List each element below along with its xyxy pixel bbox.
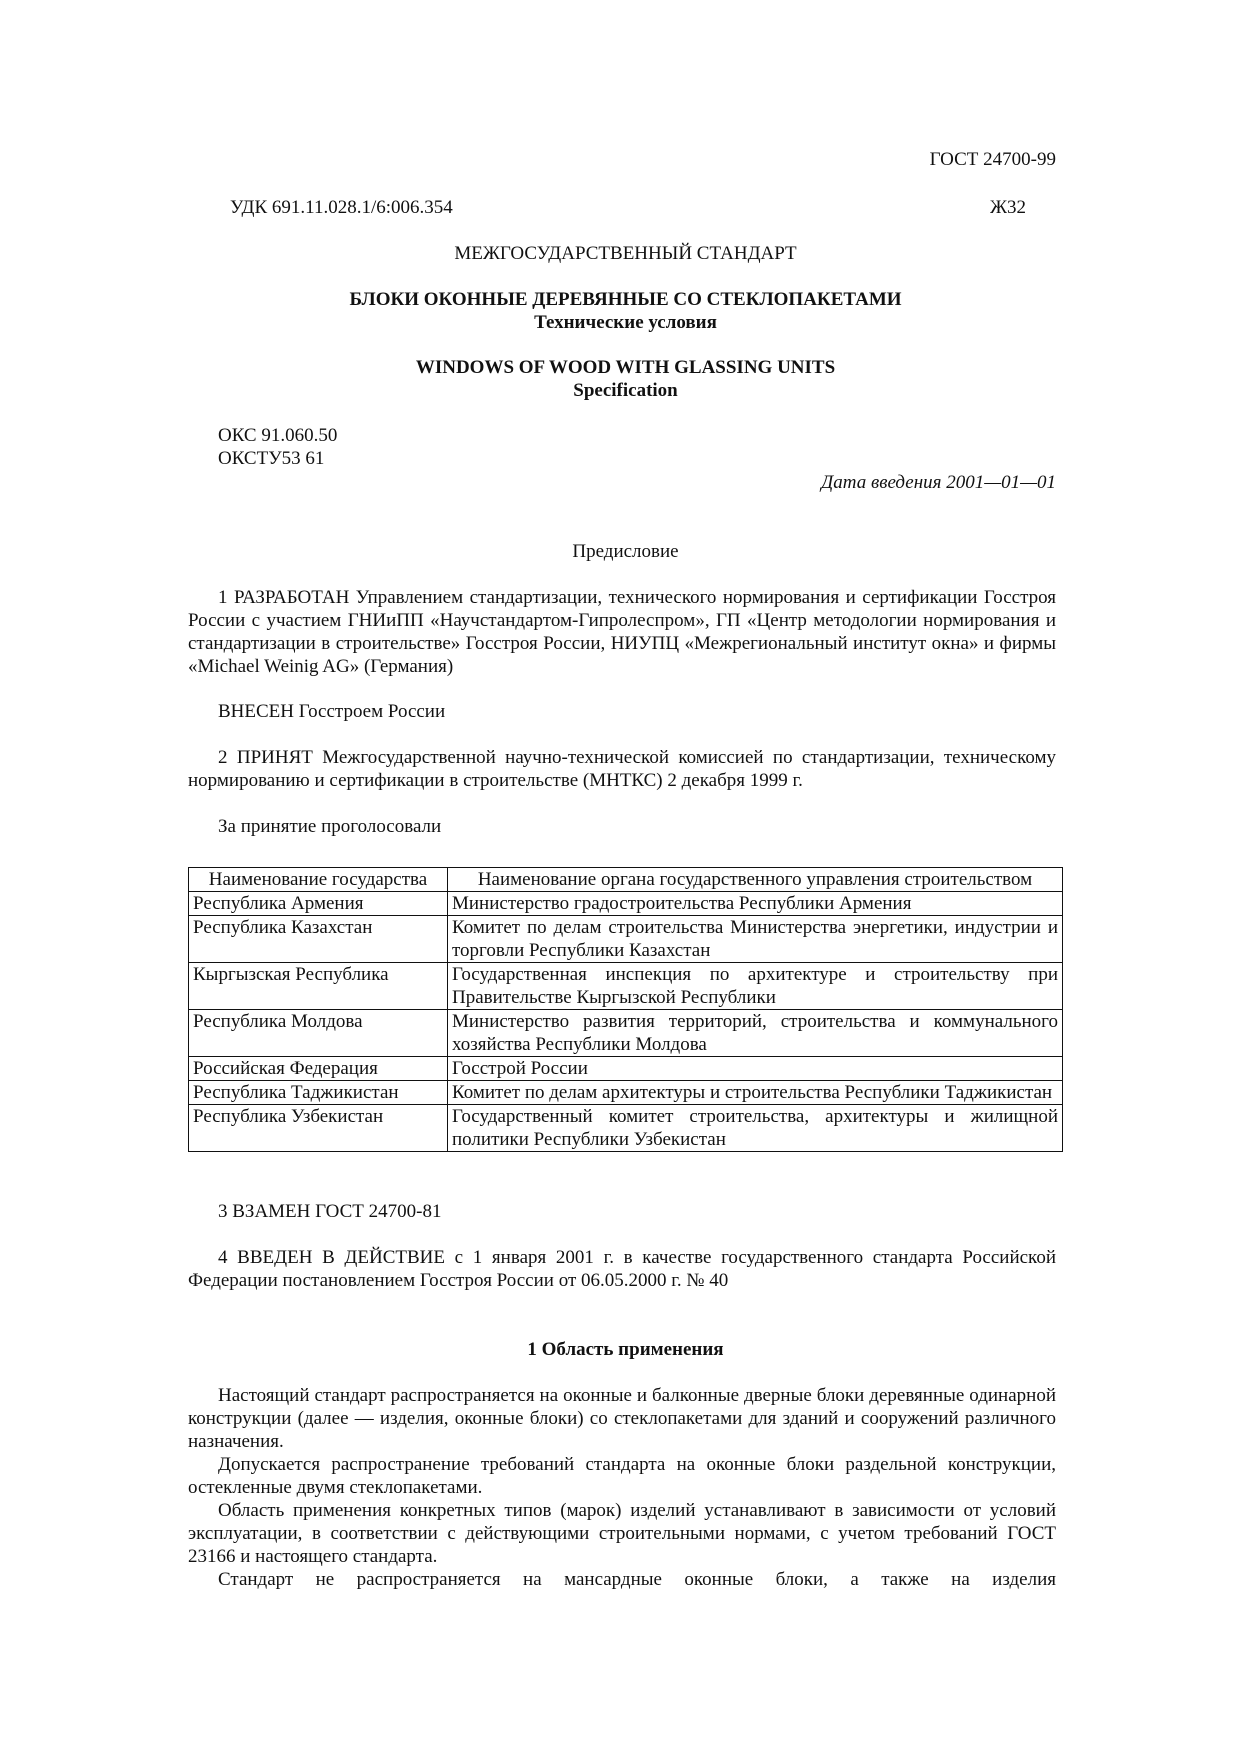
subtitle-en: Specification [573,380,678,401]
table-row [189,1081,1063,1105]
table-row [189,1057,1063,1081]
table-cell-state: Республика Молдова [189,1010,448,1057]
okstu-code: ОКСТУ53 61 [218,448,325,469]
preface-paragraph-6: 4 ВВЕДЕН В ДЕЙСТВИЕ с 1 января 2001 г. в качестве государственного стандарта Российской Федерации постановлением Госстроя России от 06.05.2000 г. № 40 [188,1247,1056,1291]
preface-paragraph-3: 2 ПРИНЯТ Межгосударственной научно-технической комиссией по стандартизации, техническому нормированию и сертификации в строительстве (МНТКС) 2 декабря 1999 г. [188,747,1056,791]
oks-code: ОКС 91.060.50 [218,425,338,446]
section-1-body [188,1384,1056,1591]
table-cell-state: Республика Таджикистан [189,1081,448,1105]
table-cell-body: Государственная инспекция по архитектуре и строительству при Правительстве Кыргызской Республики [448,963,1063,1010]
table-cell-state: Республика Армения [189,892,448,916]
udk-code: УДК 691.11.028.1/6:006.354 [230,197,453,218]
table-cell-state: Кыргызская Республика [189,963,448,1010]
table-cell-state: Республика Казахстан [189,916,448,963]
table-row [189,963,1063,1010]
subtitle-ru: Технические условия [534,312,717,333]
table-row [189,916,1063,963]
preface-paragraph-1: 1 РАЗРАБОТАН Управлением стандартизации, технического нормирования и сертификации Госстроя России с участием ГНИиПП «Научстандартом-Гипролеспром», ГП «Центр методологии нормирования и стандартизации в строительстве» Госстроя России, НИУПЦ «Межрегиональный институт окна» и фирмы «Michael Weinig AG» (Германия) [188,587,1056,677]
section-1-paragraph-4: Стандарт не распространяется на мансардные оконные блоки, а также на изделия [218,1569,1056,1590]
table-cell-body: Государственный комитет строительства, архитектуры и жилищной политики Республики Узбекистан [448,1105,1063,1152]
table-cell-body: Комитет по делам архитектуры и строительства Республики Таджикистан [448,1081,1063,1105]
classification-code: Ж32 [990,197,1027,218]
table-row [189,892,1063,916]
table-cell-state: Республика Узбекистан [189,1105,448,1152]
table-header-row [189,868,1063,892]
section-1-paragraph-1: Настоящий стандарт распространяется на оконные и балконные дверные блоки деревянные одинарной конструкции (далее — изделия, оконные блоки) со стеклопакетами для зданий и сооружений различного назначения. [188,1385,1056,1452]
table-header-cell: Наименование органа государственного управления строительством [448,868,1063,892]
gost-number: ГОСТ 24700-99 [929,149,1056,170]
table-row [189,1010,1063,1057]
table-cell-body: Комитет по делам строительства Министерства энергетики, индустрии и торговли Республики Казахстан [448,916,1063,963]
section-1-paragraph-3: Область применения конкретных типов (марок) изделий устанавливают в зависимости от условий эксплуатации, в соответствии с действующими строительными нормами, с учетом требований ГОСТ 23166 и настоящего стандарта. [188,1500,1056,1567]
section-1-heading: 1 Область применения [527,1339,724,1360]
votes-table [188,867,1063,1152]
introduction-date: Дата введения 2001—01—01 [821,472,1056,493]
preface-heading: Предисловие [572,541,679,562]
table-cell-state: Российская Федерация [189,1057,448,1081]
title-en: WINDOWS OF WOOD WITH GLASSING UNITS [415,357,836,378]
standard-type: МЕЖГОСУДАРСТВЕННЫЙ СТАНДАРТ [454,243,797,264]
title-ru: БЛОКИ ОКОННЫЕ ДЕРЕВЯННЫЕ СО СТЕКЛОПАКЕТАМИ [349,289,902,310]
preface-paragraph-5: 3 ВЗАМЕН ГОСТ 24700-81 [218,1201,442,1222]
preface-paragraph-2: ВНЕСЕН Госстроем России [218,701,446,722]
section-1-paragraph-2: Допускается распространение требований стандарта на оконные блоки раздельной конструкции, остекленные двумя стеклопакетами. [188,1454,1056,1498]
table-header-cell: Наименование государства [189,868,448,892]
table-row [189,1105,1063,1152]
preface-paragraph-4: За принятие проголосовали [218,816,442,837]
table-cell-body: Министерство развития территорий, строительства и коммунального хозяйства Республики Молдова [448,1010,1063,1057]
table-cell-body: Госстрой России [448,1057,1063,1081]
table-cell-body: Министерство градостроительства Республики Армения [448,892,1063,916]
